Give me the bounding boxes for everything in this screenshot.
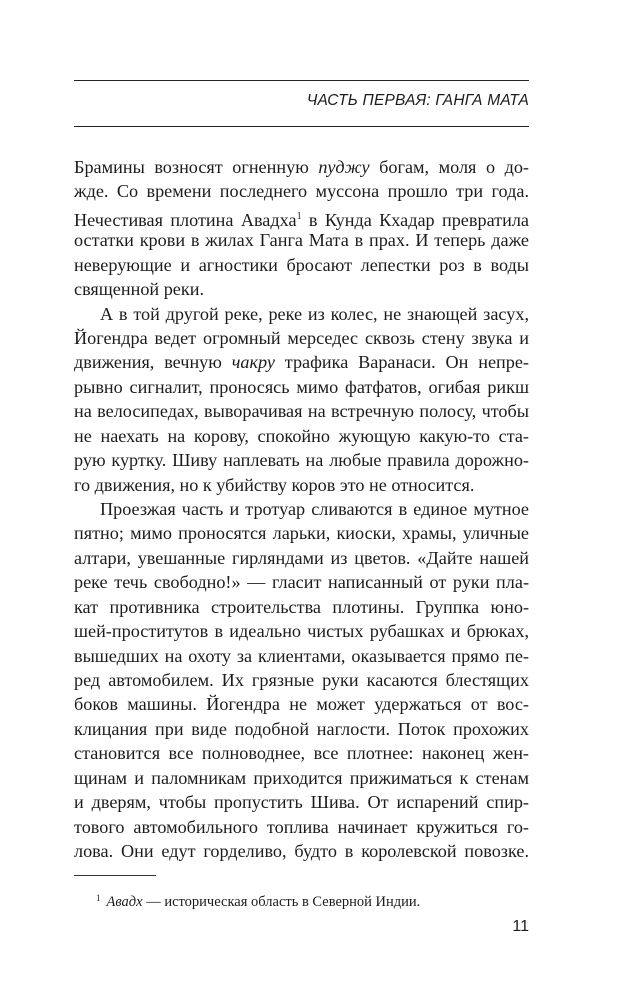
text-line — [74, 203, 529, 230]
text-line: и дверям, чтобы пропустить Шива. От испарений спир- — [74, 792, 529, 812]
text-line: жде. Со времени последнего муссона прошло три года. — [74, 181, 529, 201]
header-top-rule — [74, 80, 529, 81]
text-line: вышедших на охоту за клиентами, оказывается прямо пе- — [74, 646, 529, 666]
running-header: ЧАСТЬ ПЕРВАЯ: ГАНГА МАТА — [306, 92, 529, 109]
text-line: лова. Они едут горделиво, будто в королевской повозке. — [74, 841, 529, 861]
text-line: алтари, увешанные гирляндами из цветов. «Дайте нашей — [74, 548, 529, 568]
footnote-marker: 1 — [296, 211, 302, 222]
text-line: не наехать на корову, спокойно жующую какую-то ста- — [74, 426, 529, 446]
text-line: А в той другой реке, реке из колес, не знающей засух, — [100, 304, 529, 324]
text-segment: движения, вечную — [74, 352, 232, 372]
text-segment: богам, моля о до- — [369, 157, 529, 177]
text-segment: трафика Варанаси. Он непре- — [274, 352, 529, 372]
text-line: го движения, но к убийству коров это не относится. — [74, 475, 475, 495]
text-line: рывно сигналит, проносясь мимо фатфатов, огибая рикш — [74, 377, 529, 397]
footnote-rule — [74, 875, 156, 876]
footnote-text: — историческая область в Северной Индии. — [142, 894, 421, 910]
text-line: пятно; мимо проносятся ларьки, киоски, храмы, уличные — [74, 523, 529, 543]
footnote-number: 1 — [96, 893, 101, 903]
text-line: остатки крови в жилах Ганга Мата в прах. И теперь даже — [74, 230, 529, 250]
text-line: рую куртку. Шиву наплевать на любые правила дорожно- — [74, 450, 529, 470]
text-line: ред автомобилем. Их грязные руки касаются блестящих — [74, 670, 529, 690]
header-bottom-rule — [74, 126, 529, 127]
text-line: щинам и паломникам приходится прижиматься к стенам — [74, 768, 529, 788]
text-line: священной реки. — [74, 279, 204, 299]
text-line: боков машины. Йогендра не может удержаться от вос- — [74, 694, 529, 714]
text-line — [74, 154, 529, 181]
text-line: клицания при виде подобной наглости. Поток прохожих — [74, 719, 529, 739]
text-line: тового автомобильного топлива начинает кружиться го- — [74, 817, 529, 837]
text-line: кат противника строительства плотины. Группка юно- — [74, 597, 529, 617]
text-line: шей-проститутов в идеально чистых рубашках и брюках, — [74, 621, 529, 641]
text-line: Проезжая часть и тротуар сливаются в единое мутное — [100, 499, 529, 519]
text-segment: Брамины возносят огненную — [74, 157, 319, 177]
footnote-term: Авадх — [106, 894, 143, 910]
text-segment: в Кунда Кхадар превратила — [301, 210, 529, 230]
footnote — [96, 893, 420, 911]
text-line — [74, 349, 529, 376]
italic-term: чакру — [231, 352, 275, 372]
text-line: на велосипедах, выворачивая на встречную полосу, чтобы — [74, 401, 529, 421]
text-line: неверующие и агностики бросают лепестки роз в воды — [74, 255, 529, 275]
text-line: Йогендра ведет огромный мерседес сквозь стену звука и — [74, 328, 529, 348]
page-number: 11 — [512, 918, 529, 935]
italic-term: пуджу — [318, 157, 370, 177]
text-segment: Нечестивая плотина Авадха — [74, 210, 297, 230]
text-line: становится все полноводнее, все плотнее: наконец жен- — [74, 743, 529, 763]
text-line: реке течь свободно!» — гласит написанный от руки пла- — [74, 572, 529, 592]
